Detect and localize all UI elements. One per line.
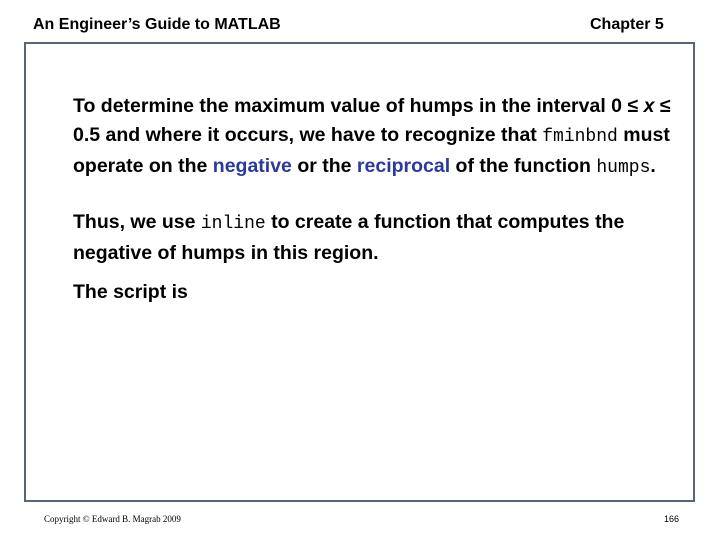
p2-text-2: to create a function that computes the negative of humps in this region. <box>73 211 625 264</box>
header-title: An Engineer’s Guide to MATLAB <box>33 16 281 33</box>
p1-text-5: of the function <box>450 155 597 177</box>
code-fminbnd: fminbnd <box>542 127 618 147</box>
page-number: 166 <box>664 514 680 524</box>
copyright-notice: Copyright © Edward B. Magrab 2009 <box>44 514 181 524</box>
paragraph-2 <box>73 208 673 268</box>
code-humps: humps <box>596 158 651 178</box>
paragraph-1 <box>73 92 673 183</box>
p2-text-1: Thus, we use <box>73 211 201 233</box>
p1-text-4: or the <box>291 155 357 177</box>
variable-x: x <box>643 95 655 117</box>
highlight-reciprocal: reciprocal <box>356 155 451 177</box>
highlight-negative: negative <box>212 155 292 177</box>
p1-text-6: . <box>650 155 656 177</box>
p1-text-1: To determine the maximum value of humps in the interval 0 <box>73 95 628 117</box>
chapter-label: Chapter 5 <box>590 16 664 33</box>
p1-text-3: must operate on the <box>73 124 670 177</box>
le-symbol-1: ≤ <box>627 95 639 117</box>
code-inline: inline <box>200 214 266 234</box>
paragraph-3: The script is <box>73 281 188 303</box>
le-symbol-2: ≤ <box>659 95 671 117</box>
p1-text-2: 0.5 and where it occurs, we have to recognize that <box>73 124 543 146</box>
